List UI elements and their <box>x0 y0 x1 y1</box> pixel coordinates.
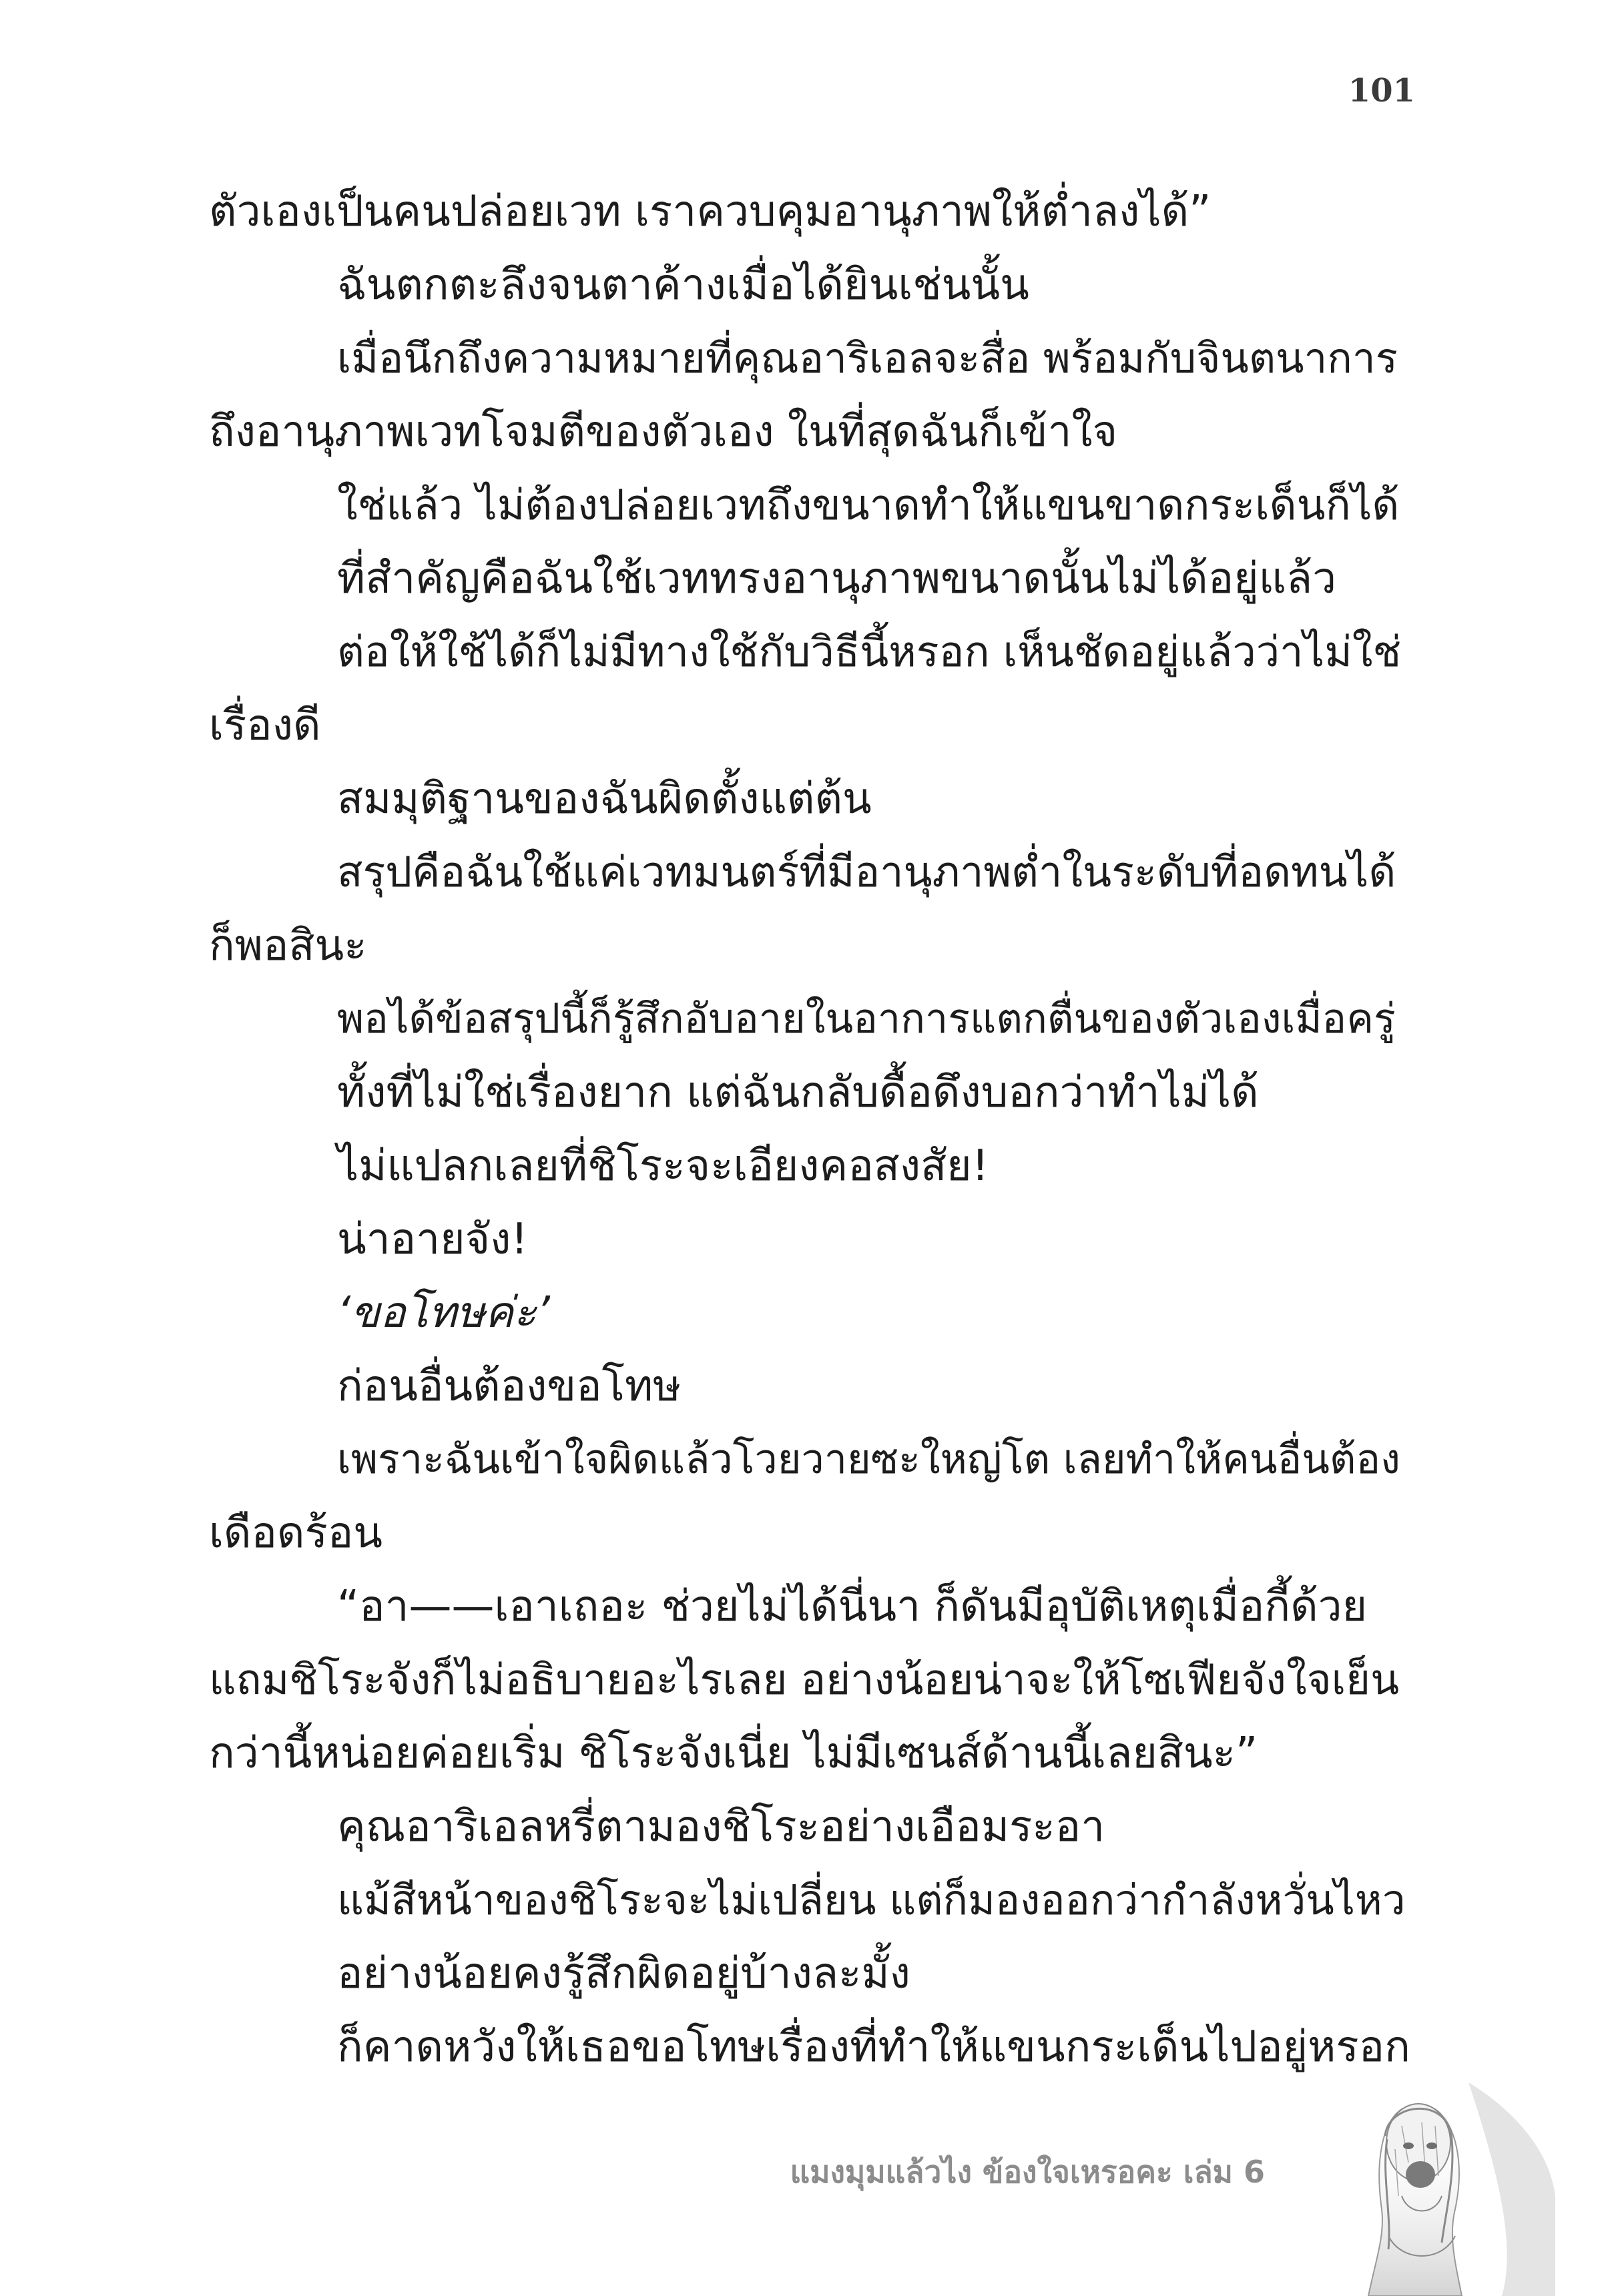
text-line: สรุปคือฉันใช้แค่เวทมนตร์ที่มีอานุภาพต่ำในระดับที่อดทนได้ <box>337 848 1396 896</box>
text-line: ที่สำคัญคือฉันใช้เวททรงอานุภาพขนาดนั้นไม่ได้อยู่แล้ว <box>337 554 1337 603</box>
text-line: น่าอายจัง! <box>337 1215 528 1264</box>
text-line: ก็คาดหวังให้เธอขอโทษเรื่องที่ทำให้แขนกระเด็นไปอยู่หรอก <box>337 2022 1410 2072</box>
text-line: ต่อให้ใช้ได้ก็ไม่มีทางใช้กับวิธีนี้หรอก เห็นชัดอยู่แล้วว่าไม่ใช่ <box>337 627 1402 676</box>
text-line: ใช่แล้ว ไม่ต้องปล่อยเวทถึงขนาดทำให้แขนขาดกระเด็นก็ได้ <box>337 481 1400 529</box>
text-line: เมื่อนึกถึงความหมายที่คุณอาริเอลจะสื่อ พร้อมกับจินตนาการ <box>337 334 1398 382</box>
text-line: ทั้งที่ไม่ใช่เรื่องยาก แต่ฉันกลับดื้อดึงบอกว่าทำไม่ได้ <box>337 1068 1259 1117</box>
text-line: แม้สีหน้าของชิโระจะไม่เปลี่ยน แต่ก็มองออกว่ากำลังหวั่นไหว <box>337 1876 1406 1924</box>
text-line: ไม่แปลกเลยที่ชิโระจะเอียงคอสงสัย! <box>337 1141 989 1191</box>
text-line: สมมุติฐานของฉันผิดตั้งแต่ต้น <box>337 774 872 824</box>
text-line: อย่างน้อยคงรู้สึกผิดอยู่บ้างละมั้ง <box>337 1949 910 1998</box>
text-line: ‘ขอโทษค่ะ’ <box>337 1288 550 1338</box>
text-line: คุณอาริเอลหรี่ตามองชิโระอย่างเอือมระอา <box>337 1802 1105 1851</box>
text-line: ฉันตกตะลึงจนตาค้างเมื่อได้ยินเช่นนั้น <box>337 260 1029 310</box>
text-line: กว่านี้หน่อยค่อยเริ่ม ชิโระจังเนี่ย ไม่มีเซนส์ด้านนี้เลยสินะ” <box>209 1729 1258 1778</box>
sketch-girl-illustration-icon <box>1302 2062 1555 2296</box>
page-number: 101 <box>1348 72 1415 109</box>
text-line: “อา——เอาเถอะ ช่วยไม่ได้นี่นา ก็ดันมีอุบัติเหตุเมื่อกี้ด้วย <box>337 1582 1368 1631</box>
text-line: เรื่องดี <box>209 701 321 750</box>
text-line: เดือดร้อน <box>209 1508 382 1558</box>
text-line: ตัวเองเป็นคนปล่อยเวท เราควบคุมอานุภาพให้ต่ำลงได้” <box>209 187 1212 236</box>
text-line: ถึงอานุภาพเวทโจมตีของตัวเอง ในที่สุดฉันก็เข้าใจ <box>209 407 1118 457</box>
text-line: ก่อนอื่นต้องขอโทษ <box>337 1362 682 1411</box>
text-line: เพราะฉันเข้าใจผิดแล้วโวยวายซะใหญ่โต เลยทำให้คนอื่นต้อง <box>337 1436 1400 1483</box>
running-footer: แมงมุมแล้วไง ข้องใจเหรอคะ เล่ม 6 <box>790 2154 1265 2190</box>
body-text <box>209 175 1410 2084</box>
text-line: ก็พอสินะ <box>209 921 367 970</box>
text-line: แถมชิโระจังก็ไม่อธิบายอะไรเลย อย่างน้อยน่าจะให้โซเฟียจังใจเย็น <box>209 1655 1400 1704</box>
text-line: พอได้ข้อสรุปนี้ก็รู้สึกอับอายในอาการแตกตื่นของตัวเองเมื่อครู่ <box>337 995 1396 1043</box>
